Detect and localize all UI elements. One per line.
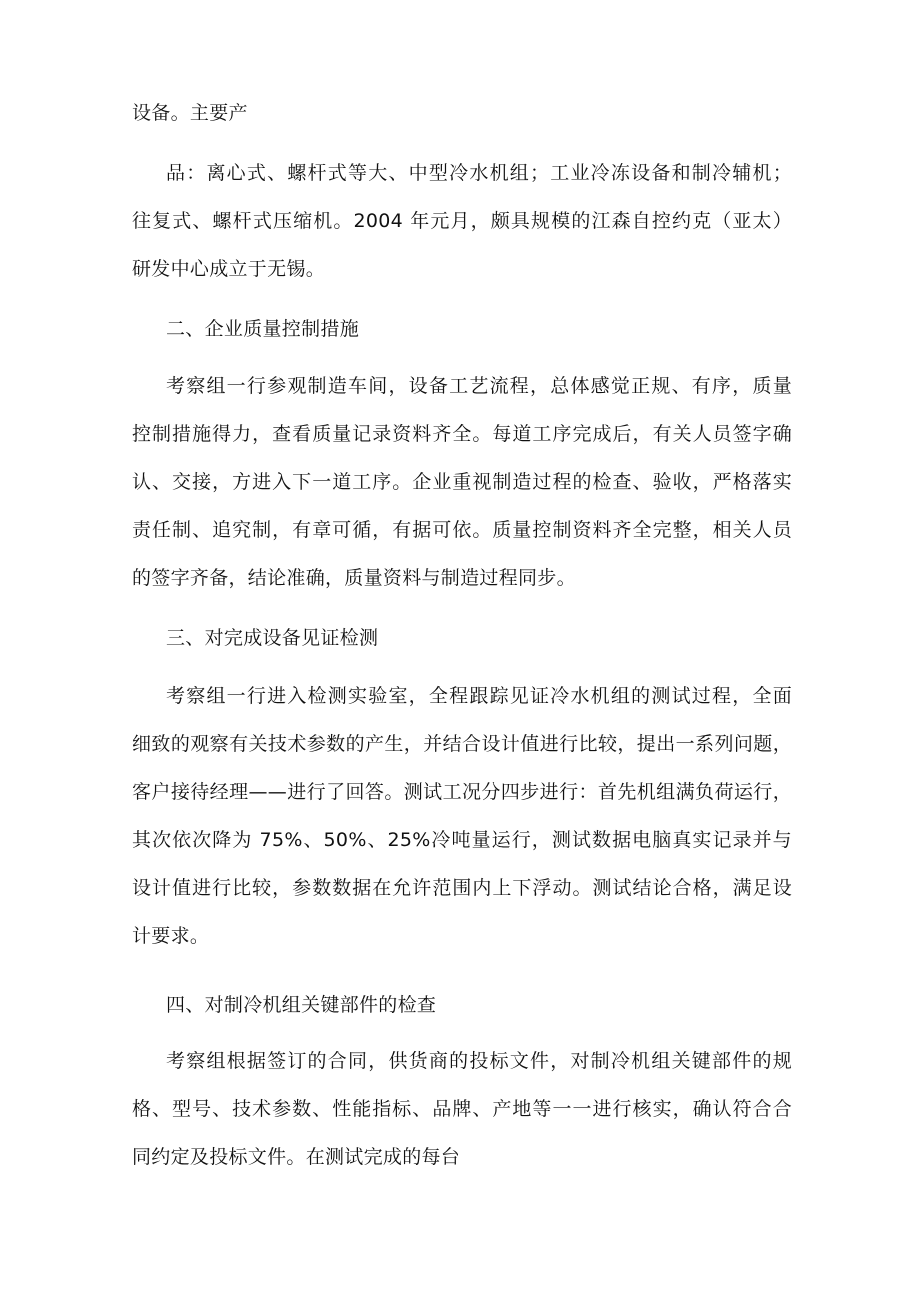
body-text-line: 客户接待经理——进行了回答。测试工况分四步进行：首先机组满负荷运行， [132,781,792,803]
section-heading: 二、企业质量控制措施 [166,318,360,340]
body-text-line: 控制措施得力，查看质量记录资料齐全。每道工序完成后，有关人员签字确 [132,423,792,445]
body-text-line: 同约定及投标文件。在测试完成的每台 [132,1146,461,1168]
body-text-line: 考察组根据签订的合同，供货商的投标文件，对制冷机组关键部件的规 [166,1050,792,1072]
section-heading: 四、对制冷机组关键部件的检查 [166,994,437,1016]
body-text-line: 计要求。 [132,925,210,947]
body-text-line: 其次依次降为 75%、50%、25%冷吨量运行，测试数据电脑真实记录并与 [132,829,792,851]
body-text-line: 考察组一行参观制造车间，设备工艺流程，总体感觉正规、有序，质量 [166,375,792,397]
body-text-line: 格、型号、技术参数、性能指标、品牌、产地等一一进行核实，确认符合合 [132,1098,792,1120]
body-text-line: 认、交接，方进入下一道工序。企业重视制造过程的检查、验收，严格落实 [132,471,792,493]
body-text-line: 的签字齐备，结论准确，质量资料与制造过程同步。 [132,567,576,589]
body-text-line: 责任制、追究制，有章可循，有据可依。质量控制资料齐全完整，相关人员 [132,519,792,541]
body-text-line: 往复式、螺杆式压缩机。2004 年元月，颇具规模的江森自控约克（亚太） [132,210,792,232]
body-text-line: 品：离心式、螺杆式等大、中型冷水机组；工业冷冻设备和制冷辅机； [166,162,792,184]
body-text-line: 考察组一行进入检测实验室，全程跟踪见证冷水机组的测试过程，全面 [166,685,792,707]
body-text-line: 设计值进行比较，参数数据在允许范围内上下浮动。测试结论合格，满足设 [132,877,792,899]
section-heading: 三、对完成设备见证检测 [166,627,379,649]
body-text-line: 研发中心成立于无锡。 [132,258,326,280]
body-text-line: 设备。主要产 [132,102,248,124]
body-text-line: 细致的观察有关技术参数的产生，并结合设计值进行比较，提出一系列问题， [132,733,792,755]
